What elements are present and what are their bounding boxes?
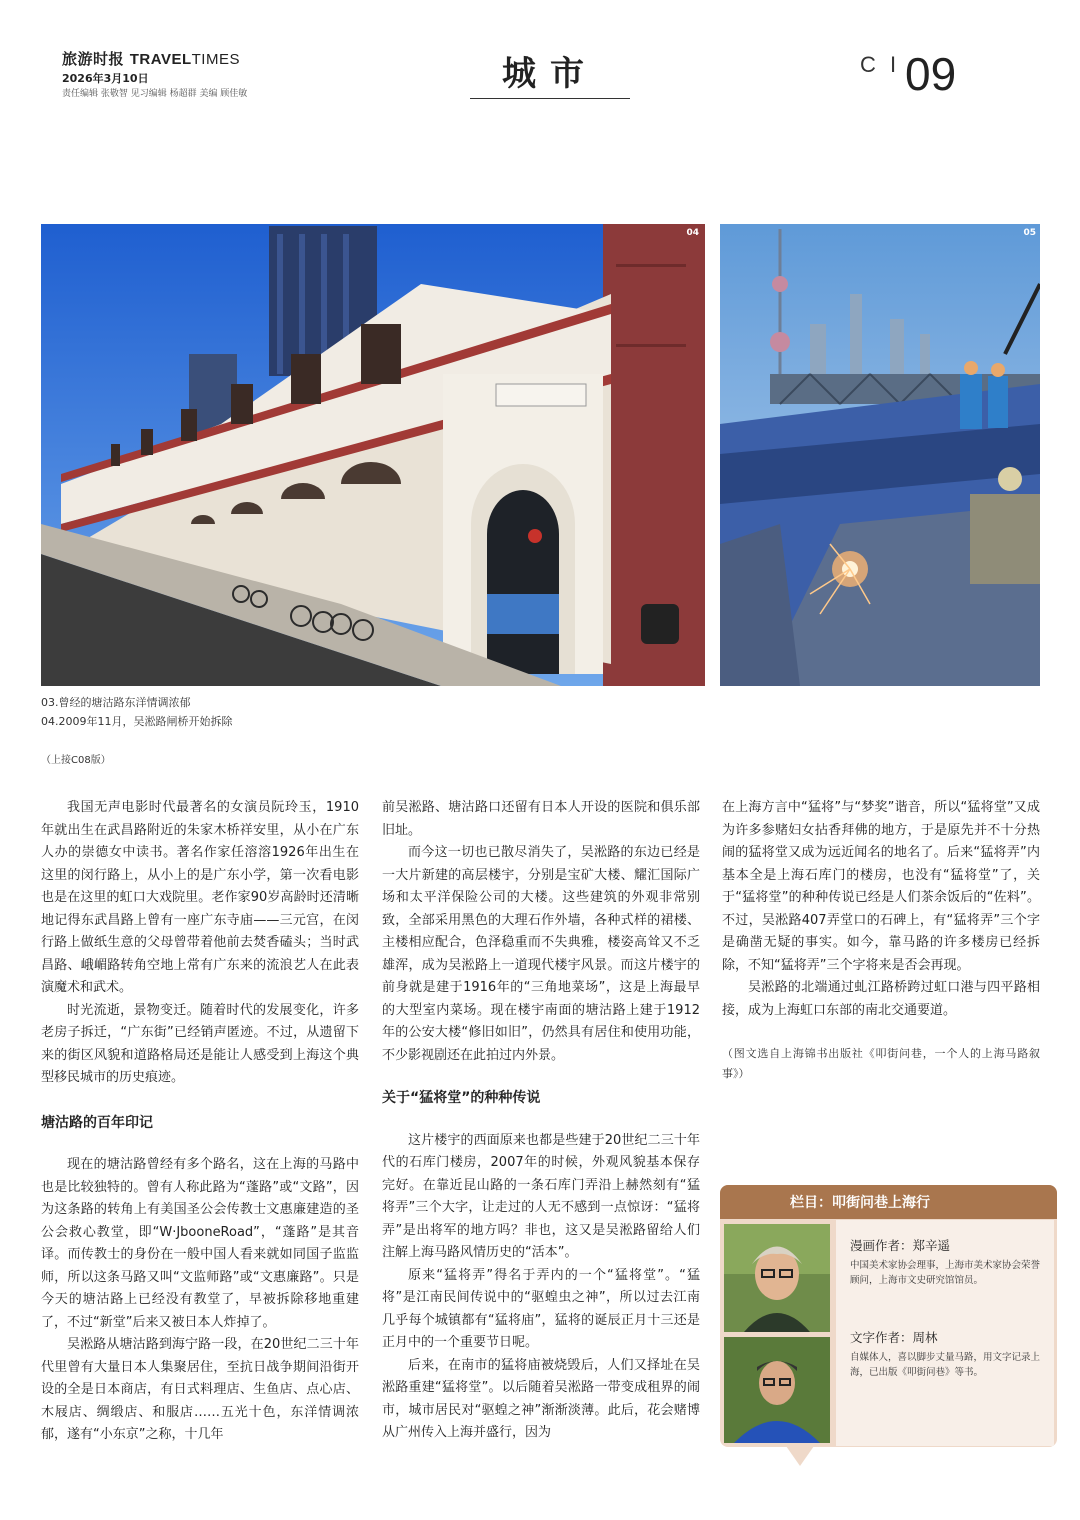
section-heading: 关于“猛将堂”的种种传说 [382, 1090, 541, 1106]
paragraph: 后来，在南市的猛将庙被烧毁后，人们又择址在吴淞路重建“猛将堂”。以后随着吴淞路一带变成租界的闹市，城市居民对“驱蝗之神”渐渐淡薄。此后，花会赌博从广州传入上海并盛行，因为 [382, 1357, 700, 1440]
photo-tag-04: 04 [686, 228, 699, 238]
column-card-title: 栏目：叩街问巷上海行 [790, 1195, 930, 1211]
page-number: 09 [905, 48, 957, 100]
street-photo [41, 224, 705, 686]
brand-cn: 旅游时报 [62, 50, 125, 68]
source-note: （图文选自上海锦书出版社《叩街问巷，一个人的上海马路叙事》） [722, 1047, 1040, 1080]
paragraph: 这片楼宇的西面原来也都是些建于20世纪二三十年代的石库门楼房，2007年的时候，外观风貌基本保存完好。在靠近昆山路的一条石库门弄沿上赫然刻有“猛将弄”三个大字，让走过的人无不感到一点惊讶：“猛将弄”是出将军的地方吗？非也，这又是吴淞路留给人们注解上海马路风情历史的“活本”。 [382, 1132, 700, 1260]
paragraph: 前吴淞路、塘沽路口还留有日本人开设的医院和俱乐部旧址。 [382, 800, 700, 838]
caption-1: 03.曾经的塘沽路东洋情调浓郁 [41, 696, 191, 709]
paragraph: 吴淞路的北端通过虬江路桥跨过虹口港与四平路相接，成为上海虹口东部的南北交通要道。 [722, 980, 1040, 1018]
paragraph: 原来“猛将弄”得名于弄内的一个“猛将堂”。“猛将”是江南民间传说中的“驱蝗虫之神”，所以过去江南几乎每个城镇都有“猛将庙”，猛将的诞辰正月十三还是正月中的一个重要节日呢。 [382, 1267, 700, 1350]
author2-name: 文字作者：周林 [850, 1330, 938, 1345]
paragraph: 吴淞路从塘沽路到海宁路一段，在20世纪二三十年代里曾有大量日本人集聚居住，至抗日战争期间沿街开设的全是日本商店，有日式料理店、生鱼店、点心店、木屐店、绸缎店、和服店……五光十色，东洋情调浓郁，遂有“小东京”之称，十几年 [41, 1337, 359, 1442]
newspaper-brand [62, 48, 240, 69]
paragraph: 时光流逝，景物变迁。随着时代的发展变化，许多老房子拆迁，“广东街”已经销声匿迹。不过，从遗留下来的街区风貌和道路格局还是能让人感受到上海这个典型移民城市的历史痕迹。 [41, 1002, 359, 1085]
article-column-3 [722, 797, 1040, 1084]
author1-portrait [724, 1224, 830, 1332]
photo-tag-05: 05 [1023, 228, 1036, 238]
brand-en-bold: TRAVEL [129, 51, 192, 68]
continued-note: （上接C08版） [41, 755, 111, 766]
issue-date: 2026年3月10日 [62, 72, 149, 85]
author1-name: 漫画作者：郑辛遥 [850, 1238, 951, 1253]
editors-line: 责任编辑 张敬智 见习编辑 杨超群 美编 顾佳敏 [62, 89, 248, 99]
section-rule [470, 98, 630, 99]
paragraph: 现在的塘沽路曾经有多个路名，这在上海的马路中也是比较独特的。曾有人称此路为“蓬路”或“文路”，因为这条路的转角上有美国圣公会传教士文惠廉建造的圣公会救心教堂，即“W·JbooneRoad”，“蓬路”是其音译。而传教士的身份在一般中国人看来就如同国子监监师，所以这条马路又叫“文监师路”或“文惠廉路”。只是今天的塘沽路上已经没有教堂了，早被拆除移地重建了，不过“新堂”后来又被日本人炸掉了。 [41, 1157, 359, 1330]
paragraph: 我国无声电影时代最著名的女演员阮玲玉，1910年就出生在武昌路附近的朱家木桥祥安里，从小在广东人办的崇德女中读书。著名作家任溶溶1926年出生在这里的闵行路上，从小上的是广东小学，第一次看电影也是在这里的虹口大戏院里。老作家90岁高龄时还清晰地记得东武昌路上曾有一座广东寺庙——三元宫，在闵行路上做纸生意的父母曾带着他前去焚香磕头；当时武昌路、峨嵋路转角空地上常有广东来的流浪艺人在此表演魔术和武术。 [41, 800, 359, 995]
article-column-1 [41, 797, 359, 1447]
article-column-2 [382, 797, 700, 1445]
caption-2: 04.2009年11月，吴淞路闸桥开始拆除 [41, 715, 233, 728]
brand-en-light: TIMES [191, 51, 240, 68]
author2-portrait [724, 1337, 830, 1443]
page-code: C I [860, 52, 901, 77]
paragraph: 在上海方言中“猛将”与“梦奖”谐音，所以“猛将堂”又成为许多参赌妇女拈香拜佛的地方，于是原先并不十分热闹的猛将堂又成为远近闻名的地名了。后来“猛将弄”内基本全是上海石库门的楼房，也没有“猛将堂”了，关于“猛将堂”的种种传说已经是人们茶余饭后的“佐料”。不过，吴淞路407弄堂口的石碑上，有“猛将弄”三个字是确凿无疑的事实。如今，靠马路的许多楼房已经拆除，不知“猛将弄”三个字将来是否会再现。 [722, 800, 1040, 973]
section-heading: 塘沽路的百年印记 [41, 1114, 153, 1131]
speech-bubble-tail [786, 1446, 814, 1466]
section-title: 城市 [502, 54, 598, 94]
paragraph: 而今这一切也已散尽消失了，吴淞路的东边已经是一大片新建的高层楼宇，分别是宝矿大楼、耀汇国际广场和太平洋保险公司的大楼。这些建筑的外观非常别致，全部采用黑色的大理石作外墙，各种式样的裙楼、主楼相应配合，色泽稳重而不失典雅，楼姿高耸又不乏雄浑，成为吴淞路上一道现代楼宇风景。而这片楼宇的前身就是建于1916年的“三角地菜场”，这是上海最早的大型室内菜场。现在楼宇南面的塘沽路上建于1912年的公安大楼“修旧如旧”，仍然具有居住和使用功能，不少影视剧还在此拍过内外景。 [382, 845, 700, 1063]
bridge-demolition-photo [720, 224, 1040, 686]
author2-bio: 自媒体人，喜以脚步丈量马路，用文字记录上海，已出版《叩街问巷》等书。 [850, 1352, 1041, 1378]
author1-bio: 中国美术家协会理事，上海市美术家协会荣誉顾问，上海市文史研究馆馆员。 [850, 1260, 1041, 1286]
